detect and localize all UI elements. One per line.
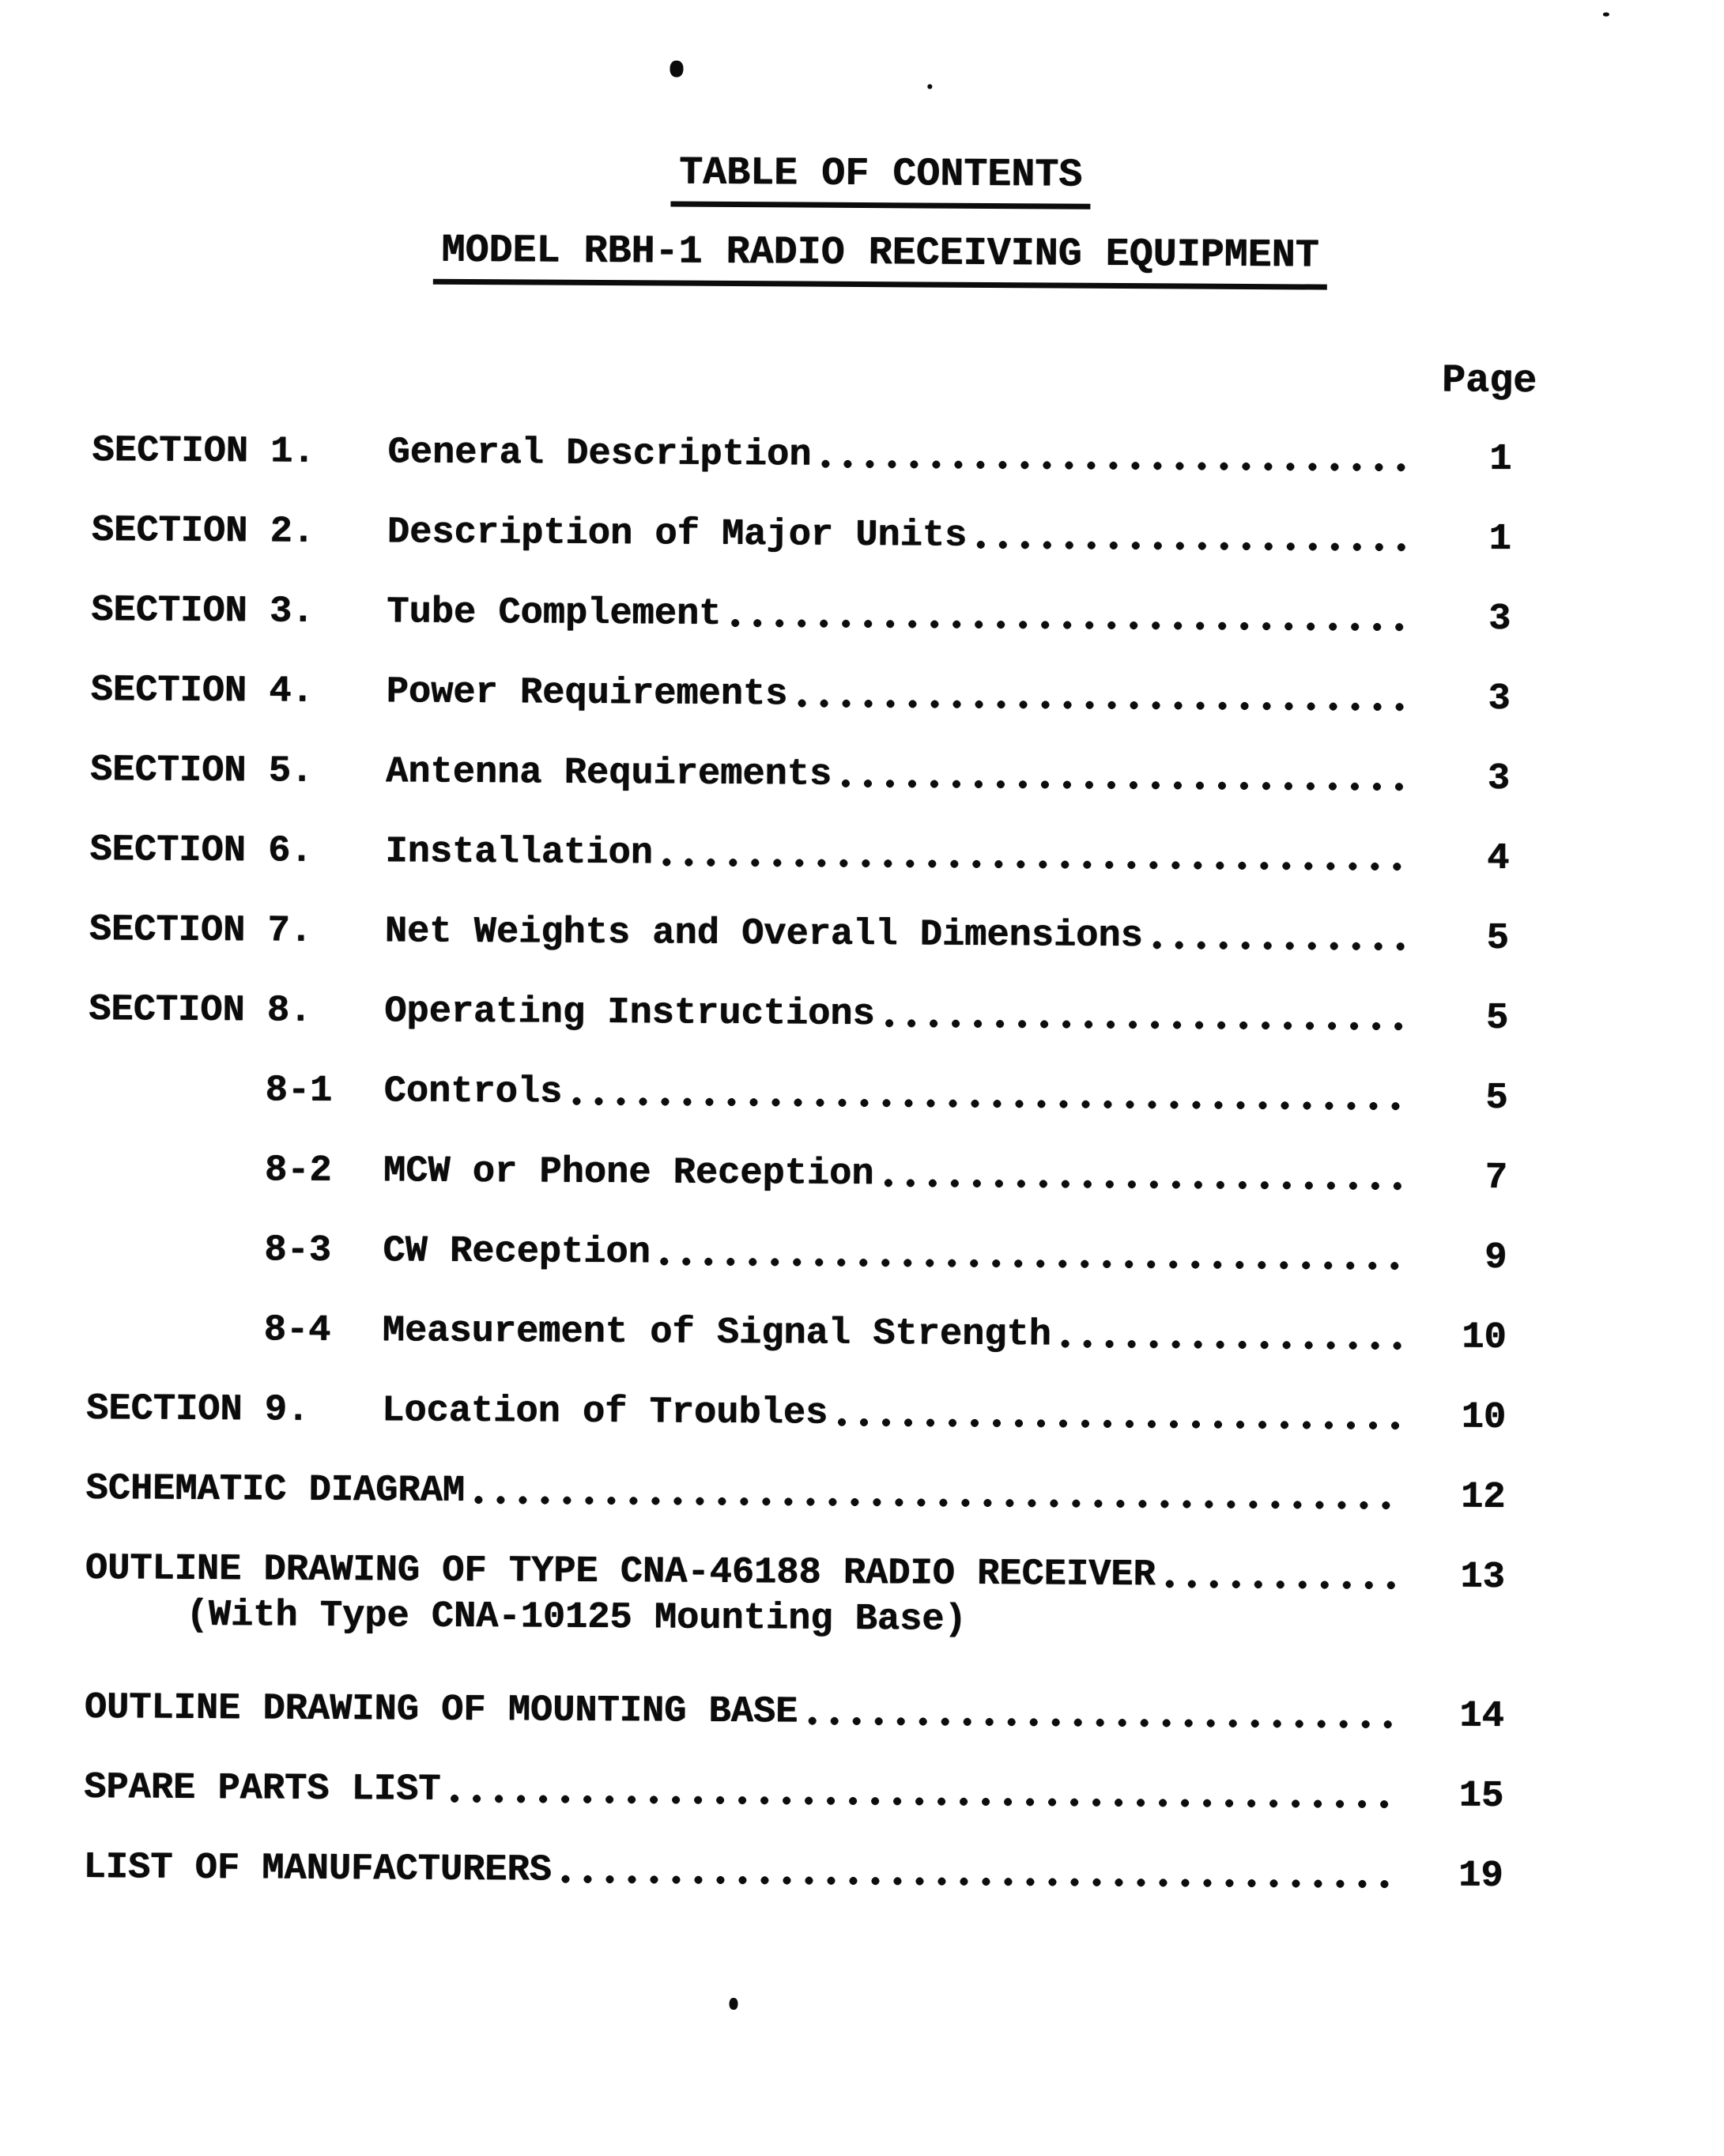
entry-title: SCHEMATIC DIAGRAM: [85, 1468, 466, 1512]
dot-leader: [881, 1150, 1403, 1202]
entry-page-number: 3: [1488, 598, 1511, 641]
dot-leader: [805, 1689, 1400, 1741]
toc-entry-line: [88, 1146, 1507, 1203]
entry-page-number: 10: [1462, 1316, 1507, 1360]
toc-entry: [90, 666, 1511, 755]
entry-page-number: 12: [1460, 1476, 1506, 1520]
toc-entry: [88, 1146, 1508, 1234]
entry-prefix: SECTION 3.: [91, 590, 315, 633]
page-column-label: Page: [1441, 358, 1537, 405]
entry-title: Installation: [385, 831, 654, 875]
entry-prefix: SECTION 2.: [91, 510, 315, 553]
entry-title: Tube Complement: [387, 591, 722, 636]
document-subtitle: [0, 225, 1722, 292]
entry-page-number: 13: [1460, 1556, 1505, 1599]
document-title: [0, 146, 1723, 213]
entry-title: Description of Major Units: [387, 512, 968, 557]
entry-prefix: SECTION 8.: [89, 989, 312, 1033]
toc-entry: [86, 1305, 1507, 1394]
entry-page-number: 4: [1486, 837, 1510, 881]
entry-note: (With Type CNA-10125 Mounting Base): [186, 1594, 967, 1641]
toc-entry-line: [86, 1385, 1506, 1442]
entry-title: Power Requirements: [386, 671, 788, 716]
entry-title: Antenna Requirements: [385, 751, 832, 796]
entry-page-number: 19: [1458, 1855, 1503, 1898]
entry-page-number: 5: [1485, 997, 1509, 1040]
dot-leader: [729, 591, 1406, 643]
dot-leader: [836, 1390, 1401, 1441]
toc-list: [83, 427, 1512, 1932]
entry-page-number: 5: [1485, 1077, 1508, 1120]
entry-prefix: 8-1: [265, 1070, 333, 1112]
toc-entry-line: [89, 986, 1508, 1043]
toc-entry-line: [85, 1545, 1505, 1602]
toc-entry-line: [90, 666, 1510, 723]
toc-entry-line: [87, 1225, 1507, 1282]
dot-leader: [1163, 1551, 1401, 1601]
toc-entry-line: [92, 427, 1511, 484]
dot-leader: [1059, 1312, 1402, 1362]
scan-speck: [670, 61, 683, 77]
toc-entry: [85, 1465, 1506, 1554]
toc-entry: [91, 507, 1511, 595]
entry-prefix: SECTION 6.: [89, 829, 313, 873]
toc-entry: [84, 1764, 1504, 1852]
toc-entry-line: [88, 1066, 1507, 1123]
toc-entry-line: [89, 826, 1509, 883]
dot-leader: [1151, 912, 1405, 962]
dot-leader: [448, 1766, 1399, 1820]
toc-entry-line: [85, 1465, 1505, 1522]
entry-page-number: 3: [1487, 757, 1511, 801]
dot-leader: [882, 991, 1404, 1042]
dot-leader: [473, 1467, 1401, 1521]
entry-title: MCW or Phone Reception: [383, 1150, 874, 1196]
toc-entry: [86, 1385, 1507, 1474]
entry-prefix: SECTION 5.: [89, 750, 314, 793]
toc-entry: [92, 427, 1512, 515]
entry-prefix: SECTION 4.: [90, 670, 314, 713]
toc-entry-line: [87, 1305, 1507, 1362]
toc-entry: [89, 986, 1509, 1074]
toc-entry: [87, 1225, 1507, 1314]
toc-entry-line: [84, 1764, 1503, 1821]
entry-title: Measurement of Signal Strength: [382, 1310, 1051, 1357]
entry-prefix: 8-4: [263, 1309, 331, 1352]
document-subtitle-text: MODEL RBH-1 RADIO RECEIVING EQUIPMENT: [433, 228, 1327, 290]
dot-leader: [795, 671, 1406, 723]
entry-title: Net Weights and Overall Dimensions: [384, 911, 1143, 958]
toc-entry-line: [83, 1844, 1503, 1901]
scan-speck: [1603, 13, 1609, 17]
toc-entry-line: [85, 1684, 1504, 1741]
entry-title: General Description: [387, 432, 812, 477]
dot-leader: [658, 1229, 1403, 1282]
entry-prefix: 8-3: [264, 1229, 332, 1272]
toc-entry-line: [92, 507, 1511, 564]
entry-page-number: 10: [1461, 1396, 1507, 1440]
entry-prefix: SECTION 7.: [89, 909, 312, 953]
entry-page-number: 7: [1484, 1157, 1508, 1200]
entry-page-number: 14: [1459, 1695, 1504, 1739]
dot-leader: [975, 512, 1407, 563]
toc-entry-line: [90, 746, 1510, 803]
entry-title: LIST OF MANUFACTURERS: [83, 1847, 552, 1892]
entry-title: Location of Troubles: [381, 1390, 828, 1435]
entry-title: OUTLINE DRAWING OF TYPE CNA-46188 RADIO RECEIVER: [85, 1548, 1156, 1597]
toc-entry-line: [91, 587, 1511, 644]
toc-entry: [89, 906, 1509, 995]
toc-entry: [91, 587, 1511, 675]
entry-page-number: 9: [1484, 1237, 1507, 1280]
entry-title: OUTLINE DRAWING OF MOUNTING BASE: [84, 1687, 798, 1734]
entry-title: SPARE PARTS LIST: [84, 1767, 441, 1811]
entry-prefix: SECTION 9.: [85, 1388, 310, 1432]
entry-page-number: 3: [1488, 678, 1511, 721]
entry-title: Controls: [383, 1070, 563, 1114]
toc-entry: [84, 1684, 1504, 1773]
entry-title: Operating Instructions: [384, 991, 875, 1036]
toc-entry-line: [89, 906, 1509, 963]
document-title-text: TABLE OF CONTENTS: [671, 151, 1091, 210]
entry-page-number: 1: [1488, 518, 1512, 561]
toc-entry: [90, 746, 1511, 835]
toc-entry: [83, 1844, 1503, 1932]
toc-entry: [85, 1545, 1505, 1693]
dot-leader: [819, 432, 1407, 484]
entry-prefix: SECTION 1.: [92, 430, 315, 474]
toc-entry: [89, 826, 1510, 915]
dot-leader: [570, 1069, 1404, 1122]
dot-leader: [839, 751, 1405, 802]
dot-leader: [661, 829, 1405, 882]
scan-speck: [729, 1998, 738, 2010]
entry-page-number: 5: [1486, 917, 1509, 961]
entry-title: CW Reception: [383, 1230, 651, 1274]
toc-entry: [88, 1066, 1508, 1154]
entry-page-number: 1: [1489, 438, 1512, 481]
scan-speck: [927, 85, 932, 89]
entry-page-number: 15: [1458, 1775, 1504, 1818]
dot-leader: [560, 1847, 1399, 1900]
entry-prefix: 8-2: [264, 1150, 332, 1192]
